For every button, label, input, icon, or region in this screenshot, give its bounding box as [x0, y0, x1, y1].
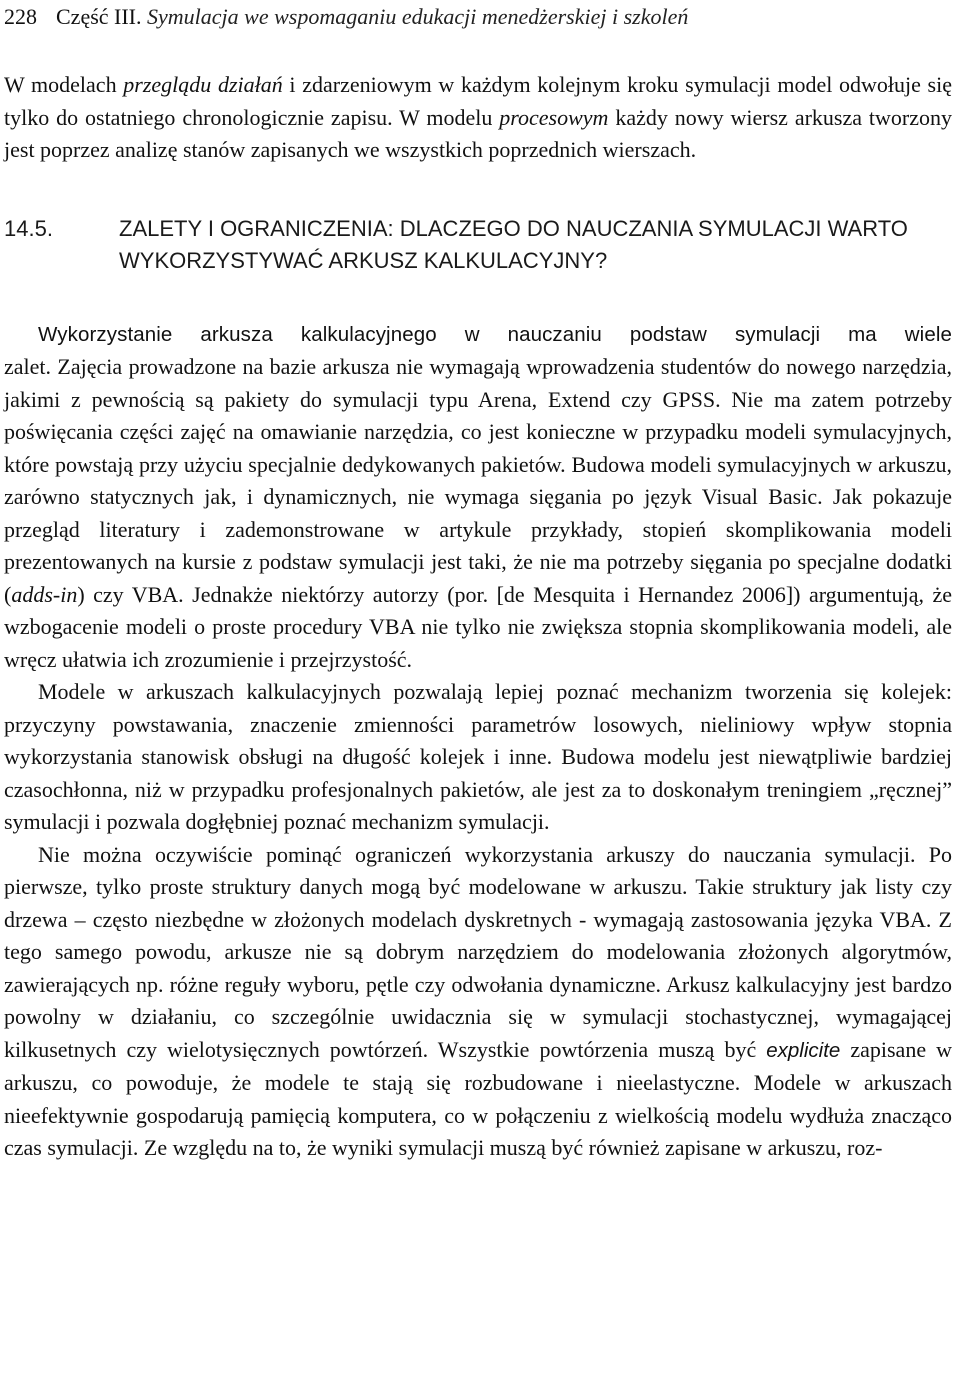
limitations-text-1: Nie można oczywiście pominąć ograniczeń wykorzystania arkuszy do nauczania symulacji. Po pierwsze, tylko proste struktury danych mogą być modelowane w arkuszu. Takie struktury jak listy czy drzewa – często niezbędne w złożonych modelach dyskretnych - wymagają zastosowania języka VBA. Z tego samego powodu, arkusze nie są dobrym narzędziem do modelowania złożonych algorytmów, zawierających np. różne reguły wyboru, pętle czy odwołania dynamiczne. Arkusz kalkulacyjny jest bardzo powolny w działaniu, co szczególnie uwidacznia się w symulacji stochastycznej, wymagającej kilkusetnych czy wielotysięcznych powtórzeń. Wszystkie powtórzenia muszą być [4, 841, 952, 1062]
queues-text: Modele w arkuszach kalkulacyjnych pozwalają lepiej poznać mechanizm tworzenia się kolejek: przyczyny powstawania, znaczenie zmienności parametrów losowych, nieliniowy wpływ stopnia wykorzystania stanowisk obsługi na długość kolejek i inne. Budowa modelu jest niewątpliwie bardziej czasochłonna, niż w przypadku profesjonalnych pakietów, ale jest za to doskonałym treningiem „ręcznej” symulacji i pozwala dogłębniej poznać mechanizm symulacji. [4, 679, 952, 834]
part-title: Symulacja we wspomaganiu edukacji menedżerskiej i szkoleń [147, 4, 689, 29]
running-head [4, 1, 952, 41]
part-label: Część III. [56, 4, 142, 29]
paragraph-lead [4, 319, 952, 352]
page-number: 228 [4, 4, 37, 29]
paragraph-advantages [4, 351, 952, 676]
advantages-emphasis: adds-in [11, 581, 78, 607]
paragraph-limitations [4, 839, 952, 1165]
intro-emphasis-1: przeglądu działań [123, 72, 283, 97]
document-page [4, 0, 952, 1165]
intro-text-3: każdy nowy wiersz arkusza tworzony jest poprzez analizę stanów zapisanych we wszystkich poprzednich wierszach. [4, 104, 952, 162]
section-title: ZALETY I OGRANICZENIA: DLACZEGO DO NAUCZANIA SYMULACJI WARTO WYKORZYSTYWAĆ ARKUSZ KALKULACYJNY? [119, 215, 908, 273]
intro-paragraph [4, 69, 952, 167]
section-number: 14.5. [4, 215, 53, 241]
intro-text-2: i zdarzeniowym w każdym kolejnym kroku symulacji model odwołuje się tylko do ostatniego chronologicznie zapisu. W modelu [4, 72, 953, 130]
section-heading [4, 213, 952, 277]
limitations-text-2: zapisane w arkuszu, co powoduje, że modele te stają się rozbudowane i nieelastyczne. Modele w arkuszach nieefektywnie gospodarują pamięcią komputera, co w połączeniu z wielkością modelu wydłuża znacząco czas symulacji. Ze względu na to, że wyniki symulacji muszą być również zapisane w arkuszu, roz- [4, 1036, 952, 1160]
limitations-emphasis: explicite [766, 1038, 841, 1062]
intro-text-1: W modelach [4, 72, 124, 97]
paragraph-queues [4, 676, 952, 839]
paragraph-lead-text: Wykorzystanie arkusza kalkulacyjnego w nauczaniu podstaw symulacji ma wiele [38, 322, 952, 346]
intro-emphasis-2: procesowym [499, 104, 609, 130]
advantages-text-1: zalet. Zajęcia prowadzone na bazie arkusza nie wymagają wprowadzenia studentów do nowego narzędzia, jakimi z pewnością są pakiety do symulacji typu Arena, Extend czy GPSS. Nie ma zatem potrzeby poświęcania części zajęć na omawianie narzędzia, co jest konieczne w przypadku modeli symulacyjnych, które powstają przy użyciu specjalnie dedykowanych pakietów. Budowa modeli symulacyjnych w arkuszu, zarówno statycznych jak, i dynamicznych, nie wymaga sięgania po język Visual Basic. Jak pokazuje przegląd literatury i zademonstrowane w artykule przykłady, stopień skomplikowania modeli prezentowanych na kursie z podstaw symulacji jest taki, że nie ma potrzeby sięgania po specjalne dodatki ( [4, 354, 952, 607]
advantages-text-2: ) czy VBA. Jednakże niektórzy autorzy (por. [de Mesquita i Hernandez 2006]) argumentują, że wzbogacenie modeli o proste procedury VBA nie tylko nie zwiększa stopnia skomplikowania modeli, ale wręcz ułatwia ich zrozumienie i przejrzystość. [4, 581, 952, 672]
